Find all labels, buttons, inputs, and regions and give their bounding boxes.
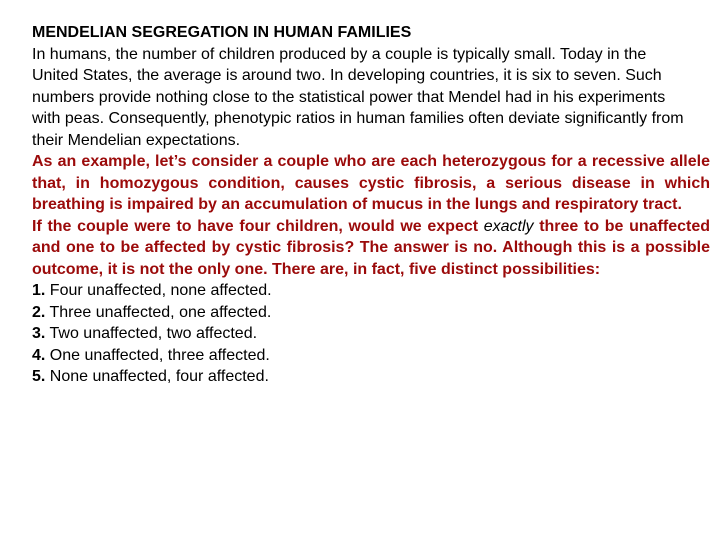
question-paragraph [32,216,710,281]
slide-title: MENDELIAN SEGREGATION IN HUMAN FAMILIES [32,24,412,41]
list-item-text: None unaffected, four affected. [45,368,269,385]
list-item-text: Two unaffected, two affected. [45,325,258,342]
possibilities-list [32,280,710,388]
list-item-number: 3. [32,325,46,342]
slide-content [32,22,710,388]
question-text-before: If the couple were to have four children, would we expect [32,217,484,235]
list-item [32,345,710,367]
list-item [32,302,710,324]
question-emphasis: exactly [483,217,534,235]
list-item-text: Three unaffected, one affected. [45,303,272,321]
example-paragraph: As an example, let’s consider a couple who are each heterozygous for a recessive allele that, in homozygous condition, causes cystic fibrosis, a serious disease in which breathing is impaired by an accumulation of mucus in the lungs and respiratory tract. [32,153,710,213]
list-item [32,280,710,302]
list-item-number: 4. [32,346,46,364]
list-item-number: 2. [32,303,46,321]
intro-paragraph: In humans, the number of children produced by a couple is typically small. Today in the United States, the average is around two. In developing countries, it is six to seven. Such numbers provide nothing close to the statistical power that Mendel had in his experiments with peas. Consequently, phenotypic ratios in human families often deviate significantly from their Mendelian expectations. [32,45,684,149]
question-text-after: three to be unaffected and one to be affected by cystic fibrosis? The answer is no. Although this is a possible outcome, it is not the only one. There are, in fact, five distinct possibilities: [32,217,710,278]
list-item [32,366,710,388]
list-item-number: 1. [32,282,46,299]
list-item-text: One unaffected, three affected. [45,346,270,364]
list-item [32,323,710,345]
list-item-number: 5. [32,368,46,385]
list-item-text: Four unaffected, none affected. [45,282,272,299]
